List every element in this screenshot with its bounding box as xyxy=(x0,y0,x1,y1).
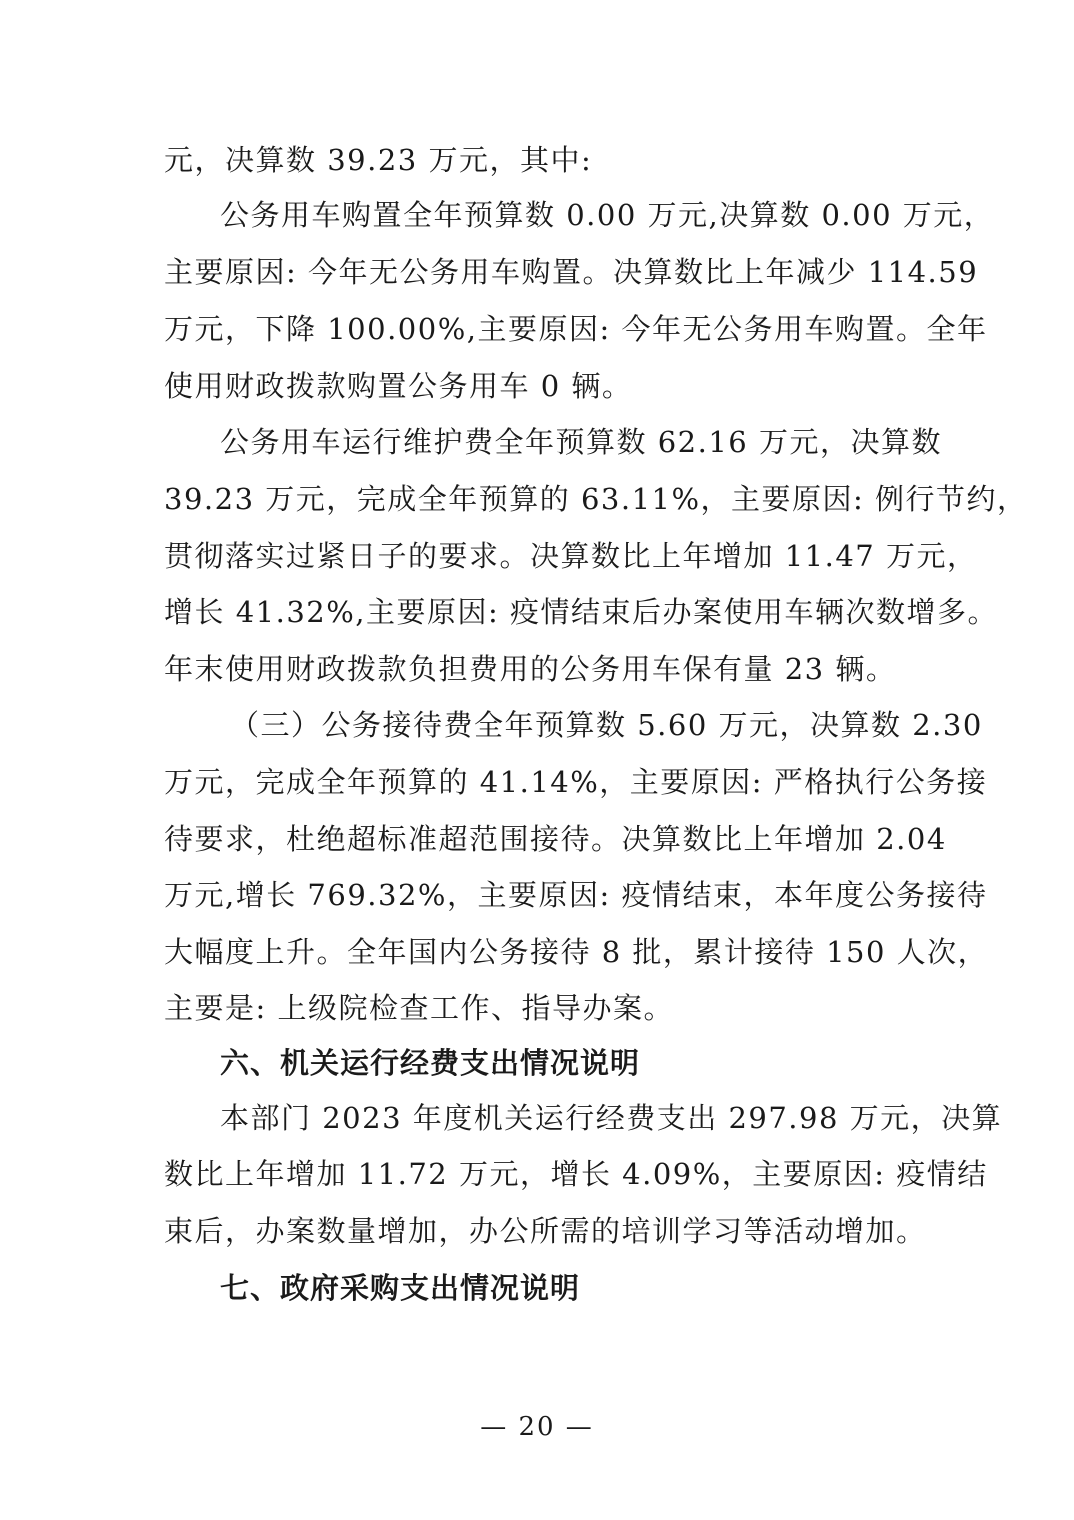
paragraph-line: 增长 41.32%,主要原因: 疫情结束后办案使用车辆次数增多。 xyxy=(164,595,999,629)
page-number: — 20 — xyxy=(480,1412,594,1442)
paragraph-line: 39.23 万元，完成全年预算的 63.11%，主要原因: 例行节约， xyxy=(164,482,1028,516)
paragraph-line: 使用财政拨款购置公务用车 0 辆。 xyxy=(164,369,633,403)
paragraph-line: 本部门 2023 年度机关运行经费支出 297.98 万元，决算 xyxy=(220,1101,1003,1135)
paragraph-line: 主要原因: 今年无公务用车购置。决算数比上年减少 114.59 xyxy=(164,255,979,289)
paragraph-line: 万元，完成全年预算的 41.14%，主要原因: 严格执行公务接 xyxy=(164,765,988,799)
paragraph-line: （三）公务接待费全年预算数 5.60 万元，决算数 2.30 xyxy=(230,708,983,742)
paragraph-line: 贯彻落实过紧日子的要求。决算数比上年增加 11.47 万元， xyxy=(164,539,978,573)
paragraph-line: 元，决算数 39.23 万元，其中: xyxy=(164,143,593,177)
paragraph-line: 束后，办案数量增加，办公所需的培训学习等活动增加。 xyxy=(164,1214,927,1248)
paragraph-line: 万元，下降 100.00%,主要原因: 今年无公务用车购置。全年 xyxy=(164,312,988,346)
paragraph-line: 年末使用财政拨款负担费用的公务用车保有量 23 辆。 xyxy=(164,652,897,686)
paragraph-line: 数比上年增加 11.72 万元，增长 4.09%，主要原因: 疫情结 xyxy=(164,1157,988,1191)
paragraph-line: 万元,增长 769.32%，主要原因: 疫情结束，本年度公务接待 xyxy=(164,878,988,912)
paragraph-line: 公务用车运行维护费全年预算数 62.16 万元，决算数 xyxy=(220,425,942,459)
section-heading: 七、政府采购支出情况说明 xyxy=(220,1271,581,1305)
paragraph-line: 主要是: 上级院检查工作、指导办案。 xyxy=(164,991,674,1025)
paragraph-line: 公务用车购置全年预算数 0.00 万元,决算数 0.00 万元， xyxy=(220,198,995,232)
section-heading: 六、机关运行经费支出情况说明 xyxy=(220,1046,641,1080)
paragraph-line: 大幅度上升。全年国内公务接待 8 批，累计接待 150 人次， xyxy=(164,935,989,969)
paragraph-line: 待要求，杜绝超标准超范围接待。决算数比上年增加 2.04 xyxy=(164,822,947,856)
